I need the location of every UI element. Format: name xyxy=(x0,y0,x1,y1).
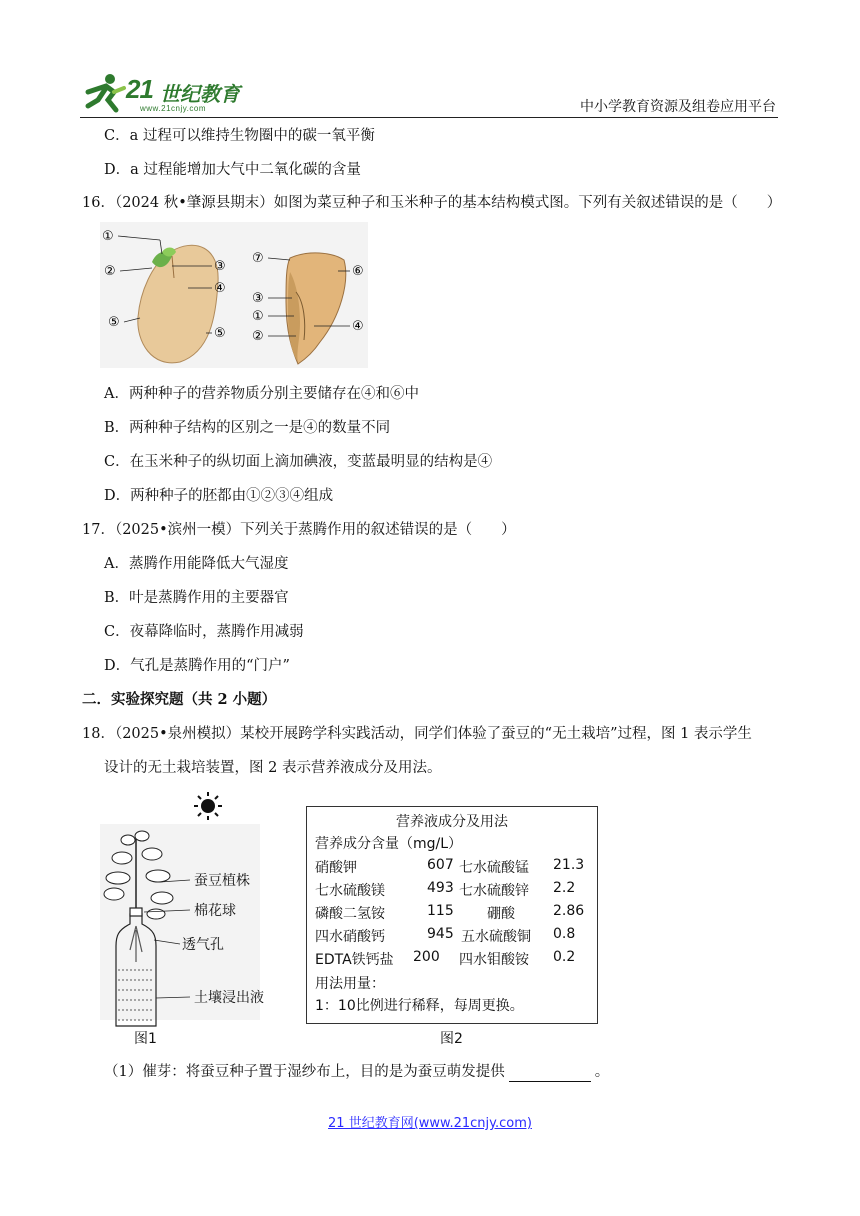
svg-text:土壤浸出液: 土壤浸出液 xyxy=(194,990,264,1006)
svg-text:⑤: ⑤ xyxy=(214,326,226,341)
q16-option-c: C．在玉米种子的纵切面上滴加碘液，变蓝最明显的结构是④ xyxy=(104,454,493,470)
table-cell: 硝酸钾 xyxy=(315,860,357,876)
header-divider xyxy=(80,117,778,118)
table-cell: 硼酸 xyxy=(487,906,515,922)
svg-text:棉花球: 棉花球 xyxy=(194,903,236,919)
table-cell: 五水硫酸铜 xyxy=(461,929,531,945)
svg-text:④: ④ xyxy=(214,281,226,296)
fig1-caption: 图1 xyxy=(134,1031,157,1047)
svg-text:⑥: ⑥ xyxy=(352,264,364,279)
q18-part1-text: （1）催芽：将蚕豆种子置于湿纱布上，目的是为蚕豆萌发提供 xyxy=(104,1064,505,1080)
table-cell: 945 xyxy=(427,926,454,942)
svg-text:⑦: ⑦ xyxy=(252,251,264,266)
svg-text:①: ① xyxy=(252,309,264,324)
table-cell: 四水钼酸铵 xyxy=(459,952,529,968)
answer-blank[interactable] xyxy=(509,1067,591,1082)
table-cell: 200 xyxy=(413,949,440,965)
table-cell: 607 xyxy=(427,857,454,873)
svg-text:透气孔: 透气孔 xyxy=(182,937,224,953)
platform-name: 中小学教育资源及组卷应用平台 xyxy=(580,99,776,115)
q18-stem-line1: 18．（2025•泉州模拟）某校开展跨学科实践活动，同学们体验了蚕豆的“无土栽培”过程，图 1 表示学生 xyxy=(82,726,752,742)
svg-text:③: ③ xyxy=(214,259,226,274)
hydroponic-setup-figure xyxy=(100,790,290,1030)
table-cell: 四水硝酸钙 xyxy=(315,929,385,945)
seed-structure-figure xyxy=(100,222,368,368)
logo-number: 21 xyxy=(126,74,153,104)
q16-option-b: B．两种种子结构的区别之一是④的数量不同 xyxy=(104,420,391,436)
footer-link[interactable]: 21 世纪教育网(www.21cnjy.com) xyxy=(328,1116,532,1131)
svg-text:①: ① xyxy=(102,229,114,244)
table-cell: EDTA铁钙盐 xyxy=(315,952,394,968)
logo-url: www.21cnjy.com xyxy=(140,104,206,113)
svg-text:③: ③ xyxy=(252,291,264,306)
fig2-subtitle: 营养成分含量（mg/L） xyxy=(315,836,463,852)
q17-option-c: C．夜幕降临时，蒸腾作用减弱 xyxy=(104,624,304,640)
table-cell: 2.86 xyxy=(553,903,585,919)
nutrient-solution-table xyxy=(306,806,598,1024)
svg-text:②: ② xyxy=(252,329,264,344)
table-cell: 七水硫酸锰 xyxy=(459,860,529,876)
q16-option-d: D．两种种子的胚都由①②③④组成 xyxy=(104,488,334,504)
fig2-title: 营养液成分及用法 xyxy=(396,814,508,830)
table-cell: 0.8 xyxy=(553,926,576,942)
fig2-caption: 图2 xyxy=(440,1031,463,1047)
sun-icon xyxy=(194,792,222,820)
table-cell: 0.2 xyxy=(553,949,576,965)
svg-text:⑤: ⑤ xyxy=(108,315,120,330)
q15-option-d: D．a 过程能增加大气中二氧化碳的含量 xyxy=(104,162,361,178)
q17-option-a: A．蒸腾作用能降低大气湿度 xyxy=(104,556,289,572)
q18-part1-end: 。 xyxy=(594,1064,610,1080)
table-cell: 493 xyxy=(427,880,454,896)
svg-text:②: ② xyxy=(104,264,116,279)
svg-text:蚕豆植株: 蚕豆植株 xyxy=(194,873,250,889)
table-cell: 21.3 xyxy=(553,857,585,873)
table-cell: 七水硫酸锌 xyxy=(459,883,529,899)
q17-option-b: B．叶是蒸腾作用的主要器官 xyxy=(104,590,289,606)
table-cell: 2.2 xyxy=(553,880,576,896)
q18-part1 xyxy=(104,1062,609,1082)
site-logo xyxy=(80,70,255,116)
q16-option-a: A．两种种子的营养物质分别主要储存在④和⑥中 xyxy=(104,386,419,402)
logo-text: 世纪教育 xyxy=(160,82,240,106)
q17-option-d: D．气孔是蒸腾作用的“门户” xyxy=(104,658,290,674)
usage-text: 1：10比例进行稀释，每周更换。 xyxy=(315,998,524,1014)
table-cell: 磷酸二氢铵 xyxy=(315,906,385,922)
q18-stem-line2: 设计的无土栽培装置，图 2 表示营养液成分及用法。 xyxy=(104,760,442,776)
q17-stem: 17．（2025•滨州一模）下列关于蒸腾作用的叙述错误的是（ ） xyxy=(82,522,516,538)
section-heading: 二．实验探究题（共 2 小题） xyxy=(82,691,277,708)
table-cell: 七水硫酸镁 xyxy=(315,883,385,899)
runner-logo-icon xyxy=(80,70,128,116)
table-cell: 115 xyxy=(427,903,454,919)
svg-text:④: ④ xyxy=(352,319,364,334)
q16-stem: 16．（2024 秋•肇源县期末）如图为菜豆种子和玉米种子的基本结构模式图。下列有关叙述错误的是（ ） xyxy=(82,195,782,211)
usage-title: 用法用量： xyxy=(315,976,385,992)
q15-option-c: C．a 过程可以维持生物圈中的碳一氧平衡 xyxy=(104,128,375,144)
